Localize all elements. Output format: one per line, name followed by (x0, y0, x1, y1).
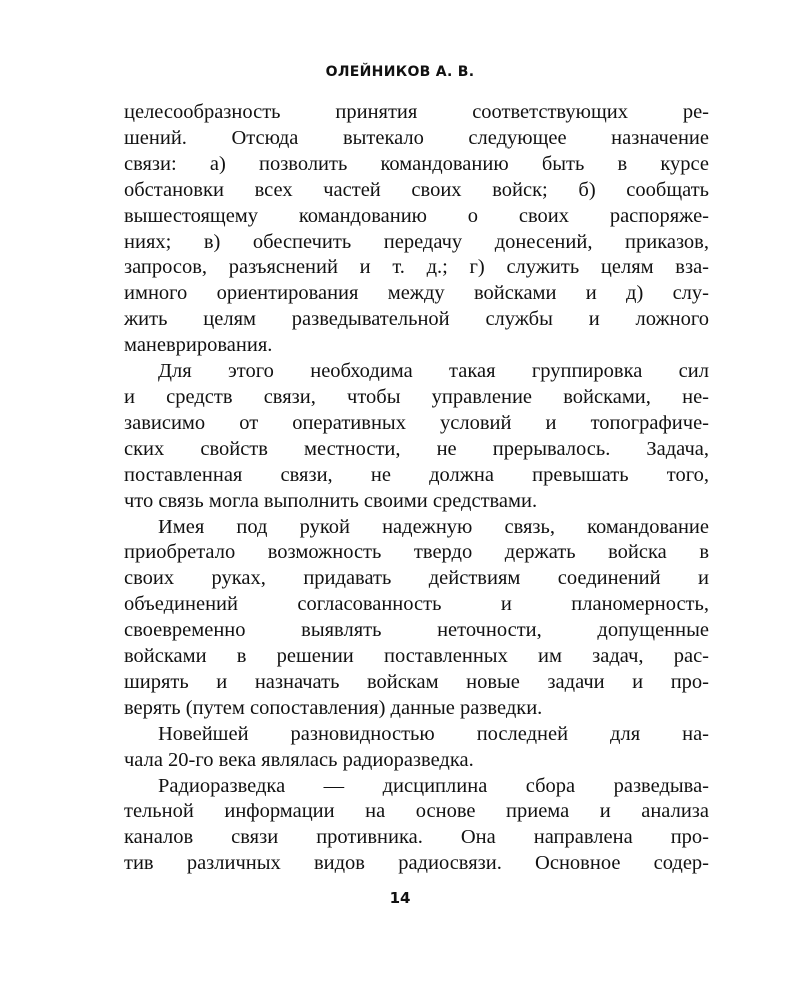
paragraph (124, 774, 709, 878)
text-line: целесообразность принятия соответствующих ре- (124, 101, 709, 123)
text-line: Имея под рукой надежную связь, командование (158, 515, 709, 538)
text-line: каналов связи противника. Она направлена про- (124, 826, 709, 849)
text-line: приобретало возможность твердо держать войска в (124, 541, 709, 564)
text-line: что связь могла выполнить своими средствами. (124, 489, 538, 512)
text-line: шений. Отсюда вытекало следующее назначение (124, 126, 709, 149)
text-line: и средств связи, чтобы управление войсками, не- (124, 385, 709, 408)
text-line: Новейшей разновидностью последней для на- (158, 722, 709, 745)
page-number: 14 (389, 889, 411, 907)
body-text (124, 100, 709, 877)
text-line: войсками в решении поставленных им задач, рас- (124, 645, 709, 668)
text-line: Радиоразведка — дисциплина сбора разведыва- (158, 774, 709, 797)
text-line: зависимо от оперативных условий и топографиче- (124, 411, 709, 434)
text-line: маневрирования. (124, 334, 273, 357)
text-line: своих руках, придавать действиям соединений и (124, 567, 709, 590)
text-line: Для этого необходима такая группировка сил (158, 360, 709, 383)
text-line: тельной информации на основе приема и анализа (124, 800, 709, 823)
text-line: ских свойств местности, не прерывалось. Задача, (124, 437, 709, 460)
text-line: имного ориентирования между войсками и д) слу- (124, 282, 709, 305)
text-line: тив различных видов радиосвязи. Основное содер- (124, 852, 709, 875)
text-line: обстановки всех частей своих войск; б) сообщать (124, 178, 709, 201)
text-line: поставленная связи, не должна превышать того, (124, 463, 709, 486)
text-line: своевременно выявлять неточности, допущенные (124, 619, 709, 642)
text-line: связи: а) позволить командованию быть в курсе (124, 152, 709, 175)
text-line: запросов, разъяснений и т. д.; г) служить целям вза- (124, 256, 709, 279)
text-line: ширять и назначать войскам новые задачи и про- (124, 670, 709, 693)
text-line: вышестоящему командованию о своих распоряже- (124, 204, 709, 227)
text-line: чала 20-го века являлась радиоразведка. (124, 748, 474, 771)
text-line: ниях; в) обеспечить передачу донесений, приказов, (124, 230, 709, 253)
running-header: ОЛЕЙНИКОВ А. В. (325, 64, 475, 80)
paragraph (124, 515, 709, 722)
paragraph (124, 100, 709, 359)
paragraph (124, 722, 709, 774)
text-line: жить целям разведывательной службы и ложного (124, 308, 709, 331)
text-line: объединений согласованность и планомерность, (124, 593, 709, 616)
text-line: верять (путем сопоставления) данные разведки. (124, 696, 543, 719)
paragraph (124, 359, 709, 514)
